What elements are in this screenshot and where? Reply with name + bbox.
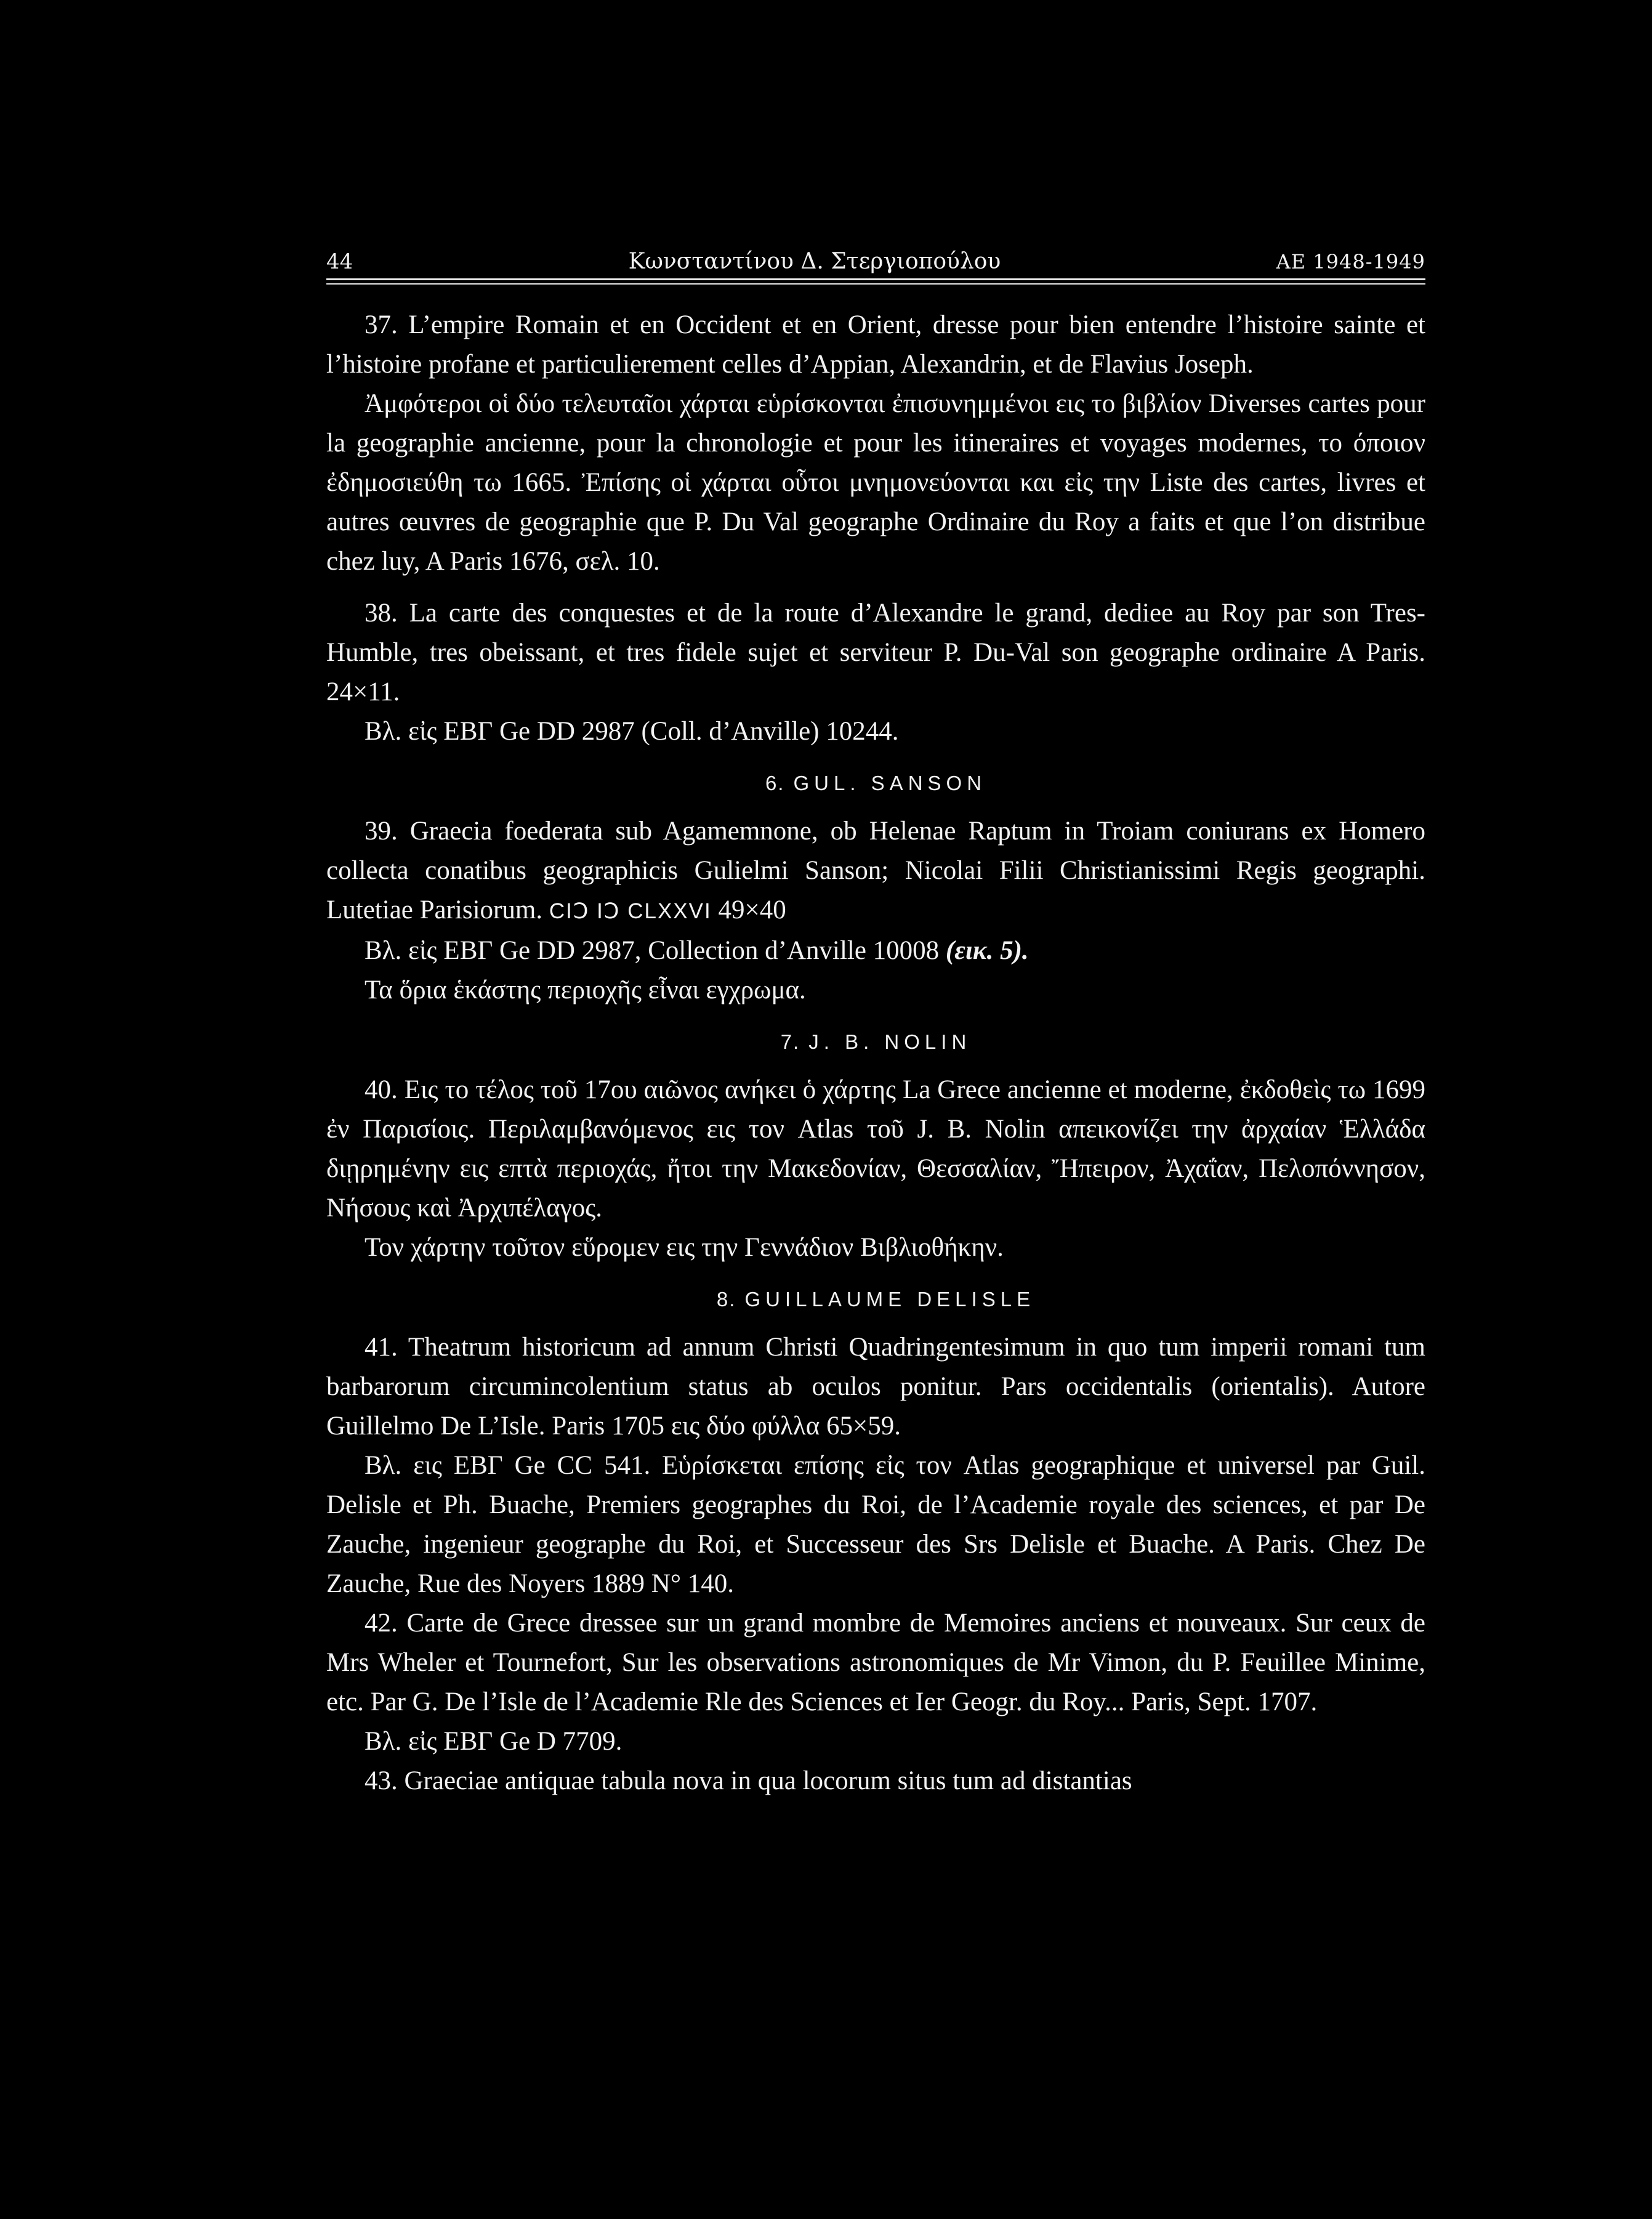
entry-41: 41. Theatrum historicum ad annum Christi Quadringentesimum in quo tum imperii romani tum barbarorum circumincolentium status ab oculos ponitur. Pars occidentalis (orientalis). Autore Guillelmo De L’Isle. Paris 1705 εις δύο φύλλα 65×59.	[326, 1333, 1425, 1441]
entry-42: 42. Carte de Grece dressee sur un grand mombre de Memoires anciens et nouveaux. Sur ceux de Mrs Wheler et Tournefort, Sur les observations astronomiques de Mr Vimon, du P. Feuillee Minime, etc. Par G. De l’Isle de l’Academie Rle des Sciences et Ier Geogr. du Roy... Paris, Sept. 1707.	[326, 1609, 1425, 1716]
entry-37: 37. L’empire Romain et en Occident et en Orient, dresse pour bien entendre l’histoire sainte et l’histoire profane et particulierement celles d’Appian, Alexandrin, et de Flavius Joseph.	[326, 310, 1425, 379]
section-title: J. B. NOLIN	[808, 1030, 972, 1053]
figure-reference: (εικ. 5).	[945, 936, 1029, 965]
header-rule	[326, 278, 1425, 280]
running-title: Κωνσταντίνου Δ. Στεργιοπούλου	[628, 249, 1001, 274]
body-text	[326, 305, 1425, 1801]
entry-42-reference: Βλ. εἰς ΕΒΓ Ge D 7709.	[365, 1727, 623, 1756]
section-heading-7	[326, 1027, 1425, 1057]
entry-41-reference: Βλ. εις ΕΒΓ Ge CC 541. Εὑρίσκεται επίσης εἰς τον Atlas geographique et universel par Guil. Delisle et Ph. Buache, Premiers geographes du Roi, de l’Academie royale des sciences, et par De Zauche, ingenieur geographe du Roi, et Successeur des Srs Delisle et Buache. A Paris. Chez De Zauche, Rue des Noyers 1889 N° 140.	[326, 1451, 1425, 1598]
entry-40-note: Τον χάρτην τοῦτον εὕρομεν εις την Γεννάδιον Βιβλιοθήκην.	[365, 1233, 1004, 1262]
page	[326, 246, 1425, 2094]
page-number: 44	[326, 249, 353, 274]
entry-38-reference: Βλ. εἰς ΕΒΓ Ge DD 2987 (Coll. d’Anville) 10244.	[365, 717, 899, 746]
entry-37-note: Ἀμφότεροι οἱ δύο τελευταῖοι χάρται εὑρίσκονται ἐπισυνημμένοι εις το βιβλίον Diverses cartes pour la geographie ancienne, pour la chronologie et pour les itineraires et voyages modernes, το όποιον ἐδημοσιεύθη τω 1665. Ἐπίσης οἱ χάρται οὗτοι μνημονεύονται και εἰς την Liste des cartes, livres et autres œuvres de geographie que P. Du Val geographe Ordinaire du Roy a faits et que l’on distribue chez luy, A Paris 1676, σελ. 10.	[326, 389, 1425, 576]
section-number: 6.	[765, 772, 785, 794]
running-header	[326, 246, 1425, 277]
volume-label: ΑΕ 1948-1949	[1276, 250, 1425, 273]
section-title: GUILLAUME DELISLE	[744, 1288, 1036, 1311]
entry-39-reference	[326, 931, 1425, 971]
section-number: 7.	[780, 1030, 800, 1053]
section-heading-6	[326, 769, 1425, 798]
section-title: GUL. SANSON	[793, 772, 987, 794]
entry-39-reference-text: Βλ. εἰς ΕΒΓ Ge DD 2987, Collection d’Anville 10008	[365, 936, 940, 965]
header-rule-double	[326, 283, 1425, 285]
entry-39	[326, 812, 1425, 931]
entry-38: 38. La carte des conquestes et de la route d’Alexandre le grand, dediee au Roy par son Tres-Humble, tres obeissant, et tres fidele sujet et serviteur P. Du-Val son geographe ordinaire A Paris. 24×11.	[326, 599, 1425, 706]
entry-43: 43. Graeciae antiquae tabula nova in qua locorum situs tum ad distantias	[365, 1766, 1132, 1795]
spacer	[326, 581, 1425, 594]
entry-39-size: 49×40	[718, 895, 786, 924]
section-heading-8	[326, 1285, 1425, 1314]
entry-40: 40. Εις το τέλος τοῦ 17ου αιῶνος ανήκει ὁ χάρτης La Grece ancienne et moderne, ἐκδοθεὶς τω 1699 ἐν Παρισίοις. Περιλαμβανόμενος εις τον Atlas τοῦ J. B. Nolin απεικονίζει την ἀρχαίαν Ἑλλάδα διῃρημένην εις επτὰ περιοχάς, ἤτοι την Μακεδονίαν, Θεσσαλίαν, Ἤπειρον, Ἀχαΐαν, Πελοπόννησον, Νήσους καὶ Ἀρχιπέλαγος.	[326, 1075, 1425, 1223]
entry-39-note: Τα ὅρια ἑκάστης περιοχῆς εἶναι εγχρωμα.	[365, 976, 806, 1004]
section-number: 8.	[716, 1288, 736, 1311]
entry-39-roman-date: CIↃ IↃ CLXXVI	[549, 899, 712, 923]
entry-39-text: 39. Graecia foederata sub Agamemnone, ob Helenae Raptum in Troiam coniurans ex Homero collecta conatibus geographicis Gulielmi Sanson; Nicolai Filii Christianissimi Regis geographi. Lutetiae Parisiorum.	[326, 817, 1425, 924]
